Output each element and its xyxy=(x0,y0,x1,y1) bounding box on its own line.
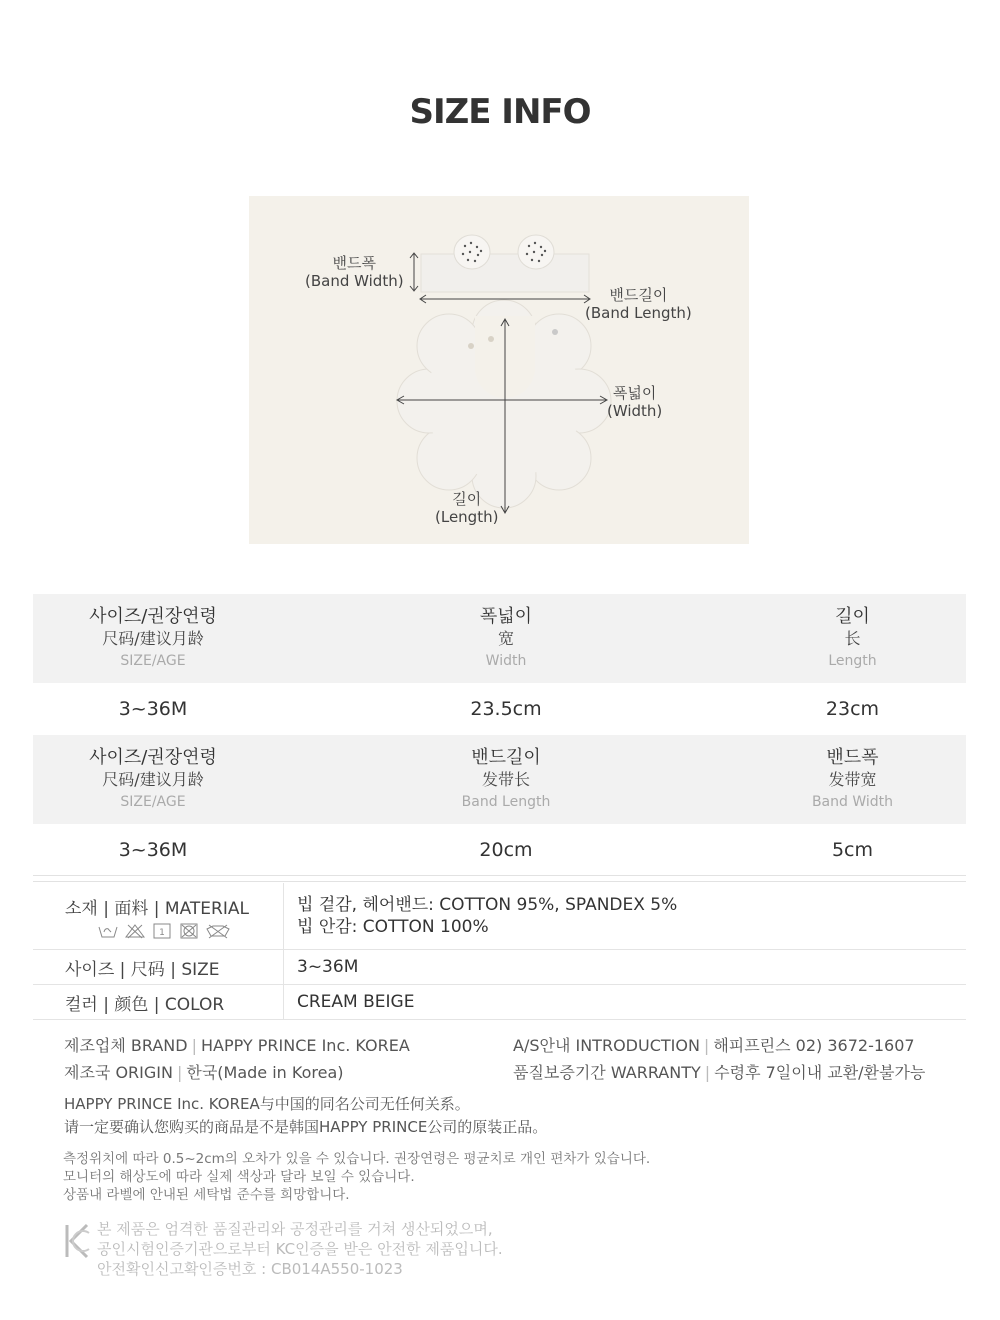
divider xyxy=(33,881,966,882)
company-info-left xyxy=(64,1032,410,1086)
svg-text:1: 1 xyxy=(159,927,165,938)
company-info-right xyxy=(513,1032,925,1086)
size-row xyxy=(33,950,966,985)
material-key-cell xyxy=(33,883,284,949)
no-bleach-icon xyxy=(124,923,146,939)
table-header-cell: 사이즈/권장연령 尺码/建议月龄 SIZE/AGE xyxy=(89,746,217,810)
material-line: 빕 안감: COTTON 100% xyxy=(297,917,489,937)
table-header-row xyxy=(33,594,966,683)
no-dry-clean-icon xyxy=(205,923,227,939)
no-tumble-icon xyxy=(178,923,200,939)
band-length-label: 밴드길이 (Band Length) xyxy=(585,286,692,322)
headband-right-ear xyxy=(518,235,554,269)
material-line: 빕 겉감, 헤어밴드: COTTON 95%, SPANDEX 5% xyxy=(297,895,678,915)
material-row xyxy=(33,883,966,950)
as-line: A/S안내 INTRODUCTION | 해피프린스 02) 3672-1607 xyxy=(513,1036,915,1055)
brand-line: 제조업체 BRAND | HAPPY PRINCE Inc. KOREA xyxy=(64,1036,410,1055)
material-value-cell xyxy=(284,883,966,949)
kc-certification xyxy=(63,1219,503,1279)
table-header-cell: 사이즈/권장연령 尺码/建议月龄 SIZE/AGE xyxy=(89,605,217,669)
table-header-row xyxy=(33,735,966,824)
headband-left-ear xyxy=(454,235,490,269)
kc-text: 본 제품은 엄격한 품질관리와 공정관리를 거쳐 생산되었으며, 공인시험인증기관으로부터 KC인증을 받은 안전한 제품입니다. 안전확인신고확인증번호 : CB014A550-1023 xyxy=(97,1220,503,1278)
table-row: 3~36M 20cm 5cm xyxy=(118,839,874,861)
material-table xyxy=(33,883,966,1020)
length-label: 길이 (Length) xyxy=(435,490,499,526)
divider xyxy=(33,875,966,876)
color-value: CREAM BEIGE xyxy=(297,992,415,1012)
size-value: 3~36M xyxy=(297,957,359,977)
size-table xyxy=(33,594,966,876)
product-size-figure xyxy=(249,196,749,544)
warranty-line: 품질보증기간 WARRANTY | 수령후 7일이내 교환/환불가능 xyxy=(513,1063,926,1082)
table-header-cell: 밴드길이 发带长 Band Length xyxy=(461,746,551,810)
origin-line: 제조국 ORIGIN | 한국(Made in Korea) xyxy=(64,1063,344,1082)
headband-shape xyxy=(421,254,589,292)
kc-mark-icon xyxy=(63,1219,91,1263)
size-label: 사이즈 | 尺码 | SIZE xyxy=(33,950,284,984)
chinese-notice: HAPPY PRINCE Inc. KOREA与中国的同名公司无任何关系。 请一定要确认您购买的商品是不是韩国HAPPY PRINCE公司的原装正品。 xyxy=(64,1095,548,1136)
material-label: 소재 | 面料 | MATERIAL xyxy=(65,898,249,919)
table-header-cell: 밴드폭 发带宽 Band Width xyxy=(811,746,894,810)
color-row xyxy=(33,985,966,1020)
tumble-dry-icon xyxy=(151,923,173,939)
color-label: 컬러 | 颜色 | COLOR xyxy=(33,985,284,1019)
table-row: 3~36M 23.5cm 23cm xyxy=(118,698,880,720)
hand-wash-icon xyxy=(97,923,119,939)
table-header-cell: 길이 长 Length xyxy=(828,605,877,669)
product-illustration xyxy=(249,196,749,544)
page-title: SIZE INFO xyxy=(409,92,591,132)
measurement-notice: 측정위치에 따라 0.5~2cm의 오차가 있을 수 있습니다. 권장연령은 평균치로 개인 편차가 있습니다. 모니터의 해상도에 따라 실제 색상과 달라 보일 수 있습니다. 상품내 라벨에 안내된 세탁법 준수를 희망합니다. xyxy=(63,1151,651,1203)
width-label: 폭넓이 (Width) xyxy=(607,384,663,420)
care-icons xyxy=(97,923,283,939)
table-header-cell: 폭넓이 宽 Width xyxy=(479,605,533,669)
band-width-label: 밴드폭 (Band Width) xyxy=(305,254,404,290)
